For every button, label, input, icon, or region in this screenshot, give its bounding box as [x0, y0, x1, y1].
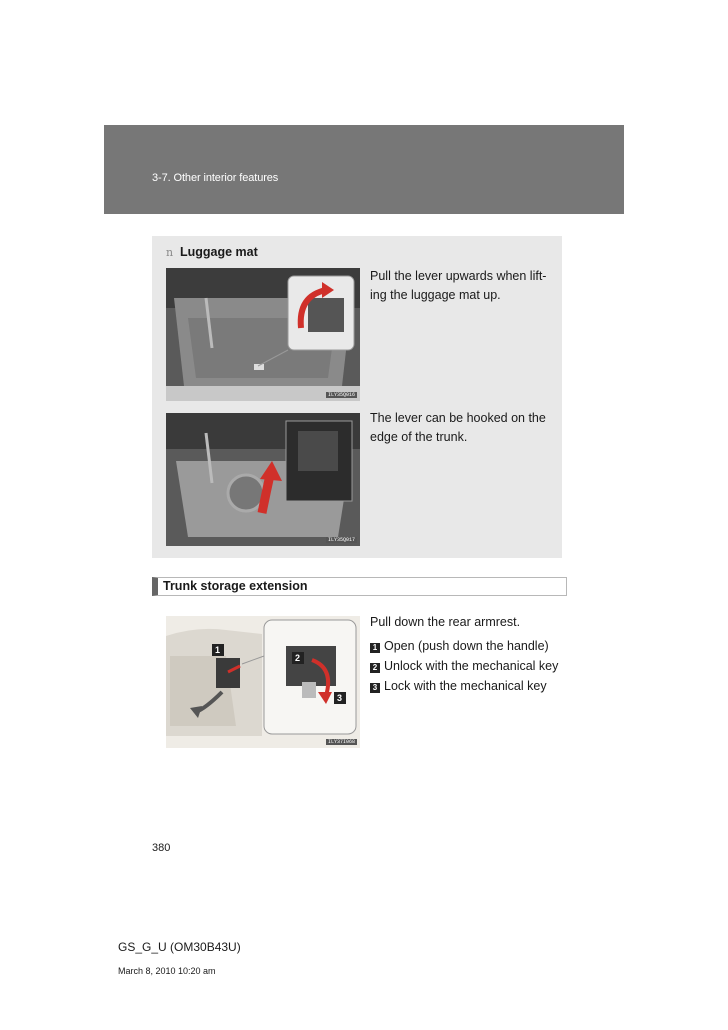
document-code: GS_G_U (OM30B43U) [118, 940, 241, 954]
trunk-storage-title: Trunk storage extension [163, 579, 308, 593]
luggage-mat-step2-text: The lever can be hooked on the edge of the trunk. [370, 411, 546, 444]
section-header-band [104, 125, 624, 214]
step-1-number: 1 [370, 643, 380, 653]
svg-text:1: 1 [215, 645, 221, 655]
bullet-marker: n [166, 246, 174, 259]
step-3 [370, 677, 547, 695]
section-title: 3-7. Other interior features [152, 172, 279, 184]
image-code: ILY35Q017 [327, 537, 355, 543]
step-3-text: Lock with the mechanical key [384, 679, 547, 693]
luggage-mat-title: Luggage mat [180, 245, 258, 259]
step-3-number: 3 [370, 683, 380, 693]
image-code: ILY35Q016 [327, 392, 355, 398]
trunk-storage-intro: Pull down the rear armrest. [370, 615, 521, 629]
svg-text:3: 3 [337, 693, 343, 703]
step-1-text: Open (push down the handle) [384, 639, 549, 653]
step-1 [370, 637, 549, 655]
luggage-mat-step1-text: Pull the lever upwards when lift-ing the luggage mat up. [370, 269, 547, 302]
luggage-mat-lift-illustration [166, 268, 360, 401]
rear-armrest-illustration [166, 616, 360, 748]
trunk-storage-heading [152, 577, 567, 596]
document-date: March 8, 2010 10:20 am [118, 966, 216, 976]
luggage-mat-hook-illustration [166, 413, 360, 546]
step-2-text: Unlock with the mechanical key [384, 659, 559, 673]
image-code: ILY37I068 [327, 739, 355, 745]
step-2 [370, 657, 558, 675]
step-2-number: 2 [370, 663, 380, 673]
svg-text:2: 2 [295, 653, 301, 663]
page-number: 380 [152, 842, 171, 854]
